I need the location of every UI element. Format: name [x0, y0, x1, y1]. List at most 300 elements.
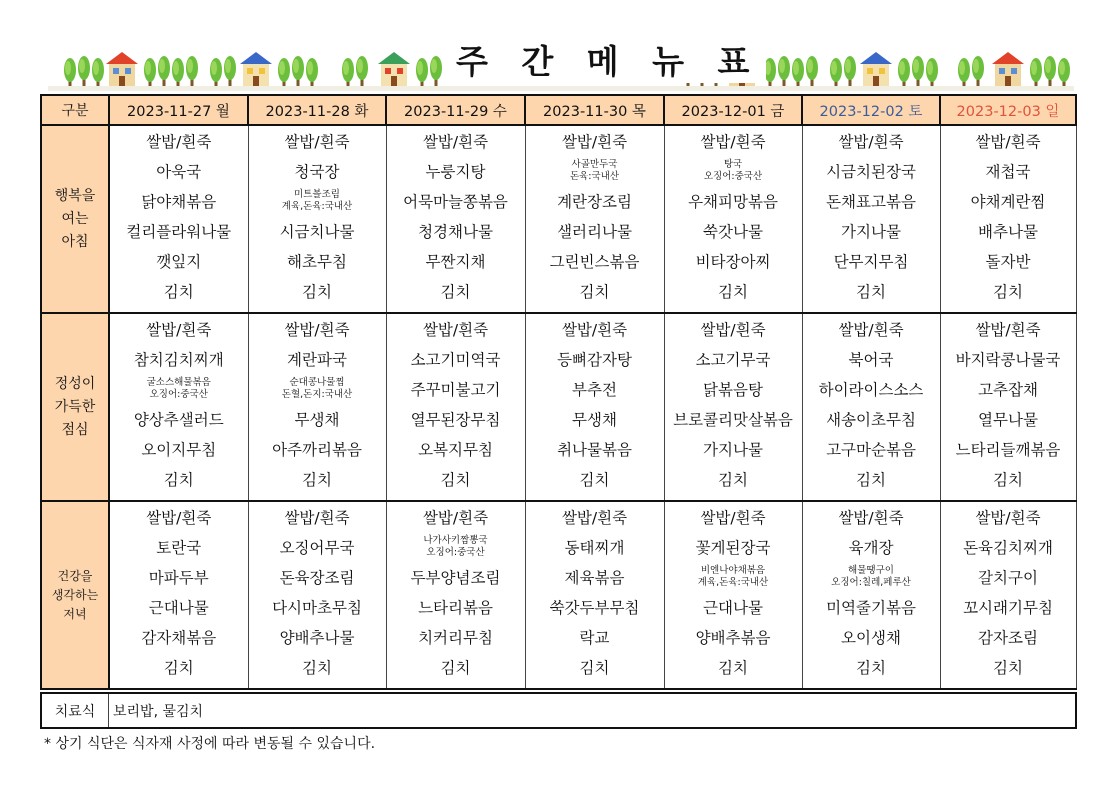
menu-item-origin: 돈육:국내산 [569, 171, 620, 182]
menu-item-name: 비타장아찌 [695, 253, 771, 271]
menu-cell [525, 313, 664, 501]
menu-item [110, 404, 248, 434]
menu-item [387, 592, 525, 622]
menu-item [526, 344, 664, 374]
menu-item [803, 592, 940, 622]
menu-item-name: 계란장조림 [557, 193, 632, 211]
menu-item-name: 무짠지채 [425, 253, 486, 271]
menu-item-name: 쌀밥/흰죽 [561, 509, 628, 527]
menu-item-name: 쌀밥/흰죽 [838, 321, 904, 339]
menu-item [665, 156, 802, 186]
menu-item-name: 쌀밥/흰죽 [146, 321, 212, 339]
menu-item-name: 닭볶음탕 [703, 381, 763, 399]
menu-item-name: 소고기무국 [695, 351, 771, 369]
menu-item [110, 434, 248, 464]
menu-cell [109, 125, 248, 313]
menu-item [387, 276, 525, 306]
menu-item [110, 246, 248, 276]
menu-item [110, 464, 248, 494]
menu-item [803, 156, 940, 186]
menu-item-name: 컬리플라워나물 [126, 223, 232, 241]
menu-item-origin: 오징어:중국산 [149, 389, 208, 400]
menu-item [387, 216, 525, 246]
therapeutic-diet-value: 보리밥, 물김치 [113, 703, 204, 720]
menu-item-origin: 오징어:칠레,페루산 [831, 577, 911, 588]
menu-item-name: 육개장 [848, 539, 894, 557]
menu-item-name: 쌀밥/흰죽 [975, 321, 1041, 339]
menu-item-name: 미트볼조림 [294, 189, 340, 200]
page-title: 주 간 메 뉴 표 [450, 36, 766, 83]
menu-item [526, 434, 664, 464]
menu-item-name: 소고기미역국 [410, 351, 501, 369]
menu-item-name: 어묵마늘쫑볶음 [403, 193, 508, 211]
menu-item [249, 622, 386, 652]
menu-item [665, 562, 802, 592]
menu-item-name: 청국장 [294, 163, 340, 181]
footnote: * 상기 식단은 식자재 사정에 따라 변동될 수 있습니다. [44, 736, 376, 752]
menu-item-name: 쑥갓나물 [703, 223, 763, 241]
menu-item [665, 502, 802, 532]
menu-item-name: 김치 [579, 283, 610, 301]
menu-item-name: 해초무침 [287, 253, 347, 271]
menu-item [249, 404, 386, 434]
menu-item-name: 누룽지탕 [425, 163, 486, 181]
menu-item [387, 652, 525, 682]
menu-item-name: 시금치된장국 [826, 163, 916, 181]
menu-item [110, 502, 248, 532]
meal-label [41, 125, 109, 313]
menu-item [803, 434, 940, 464]
menu-item [941, 622, 1076, 652]
menu-item-name: 양배추나물 [279, 629, 355, 647]
menu-item-name: 가지나물 [703, 441, 763, 459]
menu-item [249, 652, 386, 682]
menu-item [526, 216, 664, 246]
menu-item [249, 126, 386, 156]
menu-item-name: 쌀밥/흰죽 [146, 509, 212, 527]
menu-item [803, 186, 940, 216]
menu-item [526, 186, 664, 216]
menu-item [803, 622, 940, 652]
meal-label [41, 501, 109, 689]
menu-item [249, 276, 386, 306]
menu-item [526, 622, 664, 652]
menu-item-name: 쌀밥/흰죽 [975, 509, 1041, 527]
menu-item [941, 216, 1076, 246]
menu-item-origin: 오징어:중국산 [426, 547, 485, 558]
menu-cell [802, 125, 940, 313]
menu-item [249, 592, 386, 622]
meal-label-line: 점심 [61, 421, 89, 438]
menu-item [387, 186, 525, 216]
menu-item [249, 246, 386, 276]
menu-item-name: 깻잎지 [156, 253, 202, 271]
menu-cell [109, 501, 248, 689]
menu-item-name: 양배추볶음 [695, 629, 771, 647]
menu-item-name: 가지나물 [841, 223, 901, 241]
menu-item-name: 양상추샐러드 [133, 411, 224, 429]
menu-item [526, 276, 664, 306]
menu-item-name: 북어국 [848, 351, 894, 369]
menu-item-name: 근대나물 [703, 599, 763, 617]
meal-label [41, 313, 109, 501]
menu-cell [248, 501, 386, 689]
meal-label-line: 생각하는 [51, 587, 99, 602]
menu-item-name: 쌀밥/흰죽 [700, 133, 766, 151]
menu-item-name: 부추전 [572, 381, 617, 399]
menu-item [941, 652, 1076, 682]
menu-item-name: 꼬시래기무침 [963, 599, 1053, 617]
menu-item-name: 등뼈감자탕 [557, 351, 632, 369]
menu-cell [386, 313, 525, 501]
menu-item [941, 156, 1076, 186]
menu-item-name: 해물땡구이 [848, 565, 894, 576]
menu-item [110, 374, 248, 404]
menu-item [803, 344, 940, 374]
menu-item [941, 532, 1076, 562]
meal-row [41, 313, 1076, 501]
menu-item [665, 126, 802, 156]
menu-item-name: 쌀밥/흰죽 [284, 509, 350, 527]
menu-item [665, 464, 802, 494]
menu-cell [525, 501, 664, 689]
day-header: 2023-11-29 수 [386, 95, 525, 125]
menu-cell [664, 125, 802, 313]
menu-item [665, 434, 802, 464]
menu-item-name: 계란파국 [287, 351, 347, 369]
menu-item [110, 532, 248, 562]
menu-item-name: 재첩국 [985, 163, 1031, 181]
menu-cell [940, 313, 1076, 501]
menu-item [110, 126, 248, 156]
menu-item [387, 344, 525, 374]
menu-cell [802, 501, 940, 689]
menu-item [665, 592, 802, 622]
menu-item [803, 652, 940, 682]
menu-item-name: 취나물볶음 [557, 441, 632, 459]
menu-item [665, 622, 802, 652]
menu-cell [248, 313, 386, 501]
menu-item [249, 186, 386, 216]
menu-item-name: 야채계란찜 [970, 193, 1046, 211]
menu-item [249, 464, 386, 494]
menu-cell [940, 501, 1076, 689]
menu-item [526, 156, 664, 186]
menu-item-name: 느타리들깨볶음 [955, 441, 1061, 459]
menu-cell [802, 313, 940, 501]
menu-item-name: 김치 [579, 471, 610, 489]
menu-item-name: 김치 [163, 283, 194, 301]
menu-item-origin: 계육,돈육:국내산 [697, 577, 769, 588]
menu-item-name: 느타리볶음 [418, 599, 493, 617]
menu-item-name: 김치 [302, 283, 332, 301]
menu-item [387, 404, 525, 434]
menu-item-name: 쌀밥/흰죽 [838, 133, 904, 151]
menu-cell [386, 125, 525, 313]
menu-item-origin: 돈혈,돈지:국내산 [281, 389, 353, 400]
menu-item [803, 314, 940, 344]
menu-item-name: 쑥갓두부무침 [549, 599, 640, 617]
meal-label-line: 정성이 [54, 375, 96, 392]
menu-item-name: 락교 [579, 629, 610, 647]
menu-item [665, 276, 802, 306]
menu-item [387, 156, 525, 186]
weekly-menu-table [40, 94, 1077, 690]
menu-item-name: 새송이초무침 [826, 411, 916, 429]
meal-label-line: 건강을 [57, 568, 93, 583]
menu-item-name: 토란국 [156, 539, 202, 557]
menu-item-name: 그린빈스볶음 [549, 253, 640, 271]
menu-cell [525, 125, 664, 313]
menu-item [387, 126, 525, 156]
menu-item-name: 감자조림 [978, 629, 1038, 647]
menu-item-name: 김치 [718, 659, 748, 677]
menu-item-name: 나가사키짬뽕국 [423, 535, 488, 546]
menu-item [387, 622, 525, 652]
menu-item-name: 청경채나물 [418, 223, 493, 241]
menu-item-name: 참치김치찌개 [133, 351, 224, 369]
menu-item-name: 아욱국 [156, 163, 202, 181]
meal-label-line: 저녁 [63, 606, 87, 621]
menu-item [665, 344, 802, 374]
day-header: 2023-12-01 금 [664, 95, 802, 125]
menu-item-name: 다시마초무침 [272, 599, 362, 617]
menu-item-name: 비엔나야채볶음 [700, 565, 766, 576]
menu-item [665, 532, 802, 562]
menu-item-name: 김치 [163, 471, 194, 489]
menu-item-name: 우채피망볶음 [688, 193, 778, 211]
menu-item [110, 652, 248, 682]
menu-item [941, 126, 1076, 156]
menu-item-name: 쌀밥/흰죽 [422, 133, 489, 151]
menu-item [110, 156, 248, 186]
menu-cell [248, 125, 386, 313]
menu-item-name: 쌀밥/흰죽 [561, 321, 628, 339]
menu-item-name: 김치 [856, 283, 886, 301]
menu-item-name: 김치 [579, 659, 610, 677]
menu-item [526, 126, 664, 156]
menu-item [665, 652, 802, 682]
menu-item [803, 502, 940, 532]
menu-item-name: 김치 [856, 471, 886, 489]
menu-item [387, 314, 525, 344]
menu-item [941, 344, 1076, 374]
day-header: 2023-12-02 토 [802, 95, 940, 125]
menu-item [110, 344, 248, 374]
menu-item-name: 김치 [993, 283, 1023, 301]
menu-item [387, 532, 525, 562]
menu-item-name: 하이라이스소스 [818, 381, 924, 399]
menu-item-name: 꽃게된장국 [695, 539, 771, 557]
menu-item [941, 502, 1076, 532]
menu-item-name: 탕국 [723, 159, 743, 170]
menu-item [665, 216, 802, 246]
menu-item [803, 404, 940, 434]
menu-item [387, 434, 525, 464]
meal-label-line: 여는 [61, 210, 89, 227]
menu-item-name: 무생채 [572, 411, 617, 429]
menu-item-name: 시금치나물 [279, 223, 355, 241]
menu-cell [109, 313, 248, 501]
menu-item-name: 돌자반 [985, 253, 1031, 271]
therapeutic-diet-label: 치료식 [42, 694, 109, 727]
menu-item-name: 미역줄기볶음 [826, 599, 916, 617]
menu-item-name: 순대콩나물찜 [289, 377, 345, 388]
menu-item-name: 쌀밥/흰죽 [975, 133, 1041, 151]
menu-item [665, 404, 802, 434]
banner-ground [48, 86, 1074, 91]
menu-cell [664, 313, 802, 501]
menu-item [665, 186, 802, 216]
menu-item-name: 닭야채볶음 [141, 193, 217, 211]
menu-item-name: 사골만두국 [571, 159, 618, 170]
menu-item-name: 김치 [718, 283, 748, 301]
menu-cell [664, 501, 802, 689]
menu-item [249, 156, 386, 186]
menu-item-name: 두부양념조림 [410, 569, 501, 587]
menu-item [665, 246, 802, 276]
menu-item-name: 쌀밥/흰죽 [700, 321, 766, 339]
meal-label-line: 가득한 [54, 398, 96, 415]
menu-item [526, 562, 664, 592]
menu-item [526, 592, 664, 622]
menu-item-name: 쌀밥/흰죽 [700, 509, 766, 527]
menu-item-name: 열무나물 [978, 411, 1038, 429]
menu-item [941, 464, 1076, 494]
menu-item-name: 돈육장조림 [279, 569, 355, 587]
menu-item [941, 374, 1076, 404]
menu-item-name: 김치 [856, 659, 886, 677]
menu-item-name: 치커리무침 [418, 629, 493, 647]
menu-item [941, 246, 1076, 276]
menu-item [941, 404, 1076, 434]
menu-item [249, 314, 386, 344]
menu-item-name: 쌀밥/흰죽 [422, 321, 489, 339]
menu-item-name: 갈치구이 [978, 569, 1038, 587]
meal-label-line: 아침 [61, 233, 89, 250]
menu-item [526, 464, 664, 494]
menu-item [249, 502, 386, 532]
menu-item [387, 562, 525, 592]
menu-item-name: 김치 [302, 659, 332, 677]
menu-item [249, 562, 386, 592]
menu-item-name: 돈육김치찌개 [963, 539, 1053, 557]
menu-item [249, 532, 386, 562]
menu-item-name: 김치 [163, 659, 194, 677]
menu-item [526, 532, 664, 562]
menu-item [941, 314, 1076, 344]
menu-item [110, 216, 248, 246]
menu-item [941, 434, 1076, 464]
menu-item-name: 제육볶음 [564, 569, 625, 587]
menu-item [110, 314, 248, 344]
menu-item [803, 562, 940, 592]
menu-item [665, 314, 802, 344]
menu-item-name: 쌀밥/흰죽 [284, 321, 350, 339]
menu-item-name: 쌀밥/흰죽 [422, 509, 489, 527]
menu-cell [386, 501, 525, 689]
menu-item-name: 쌀밥/흰죽 [561, 133, 628, 151]
menu-item [803, 216, 940, 246]
menu-item [941, 186, 1076, 216]
menu-item-name: 브로콜리맛살볶음 [673, 411, 793, 429]
menu-item [941, 592, 1076, 622]
menu-item [803, 374, 940, 404]
menu-item-name: 아주까리볶음 [272, 441, 362, 459]
menu-item [526, 374, 664, 404]
therapeutic-diet-row [40, 692, 1077, 729]
menu-item-name: 주꾸미불고기 [410, 381, 501, 399]
menu-item-name: 오징어무국 [279, 539, 355, 557]
header-row [41, 95, 1076, 125]
menu-item-name: 바지락콩나물국 [955, 351, 1061, 369]
menu-item [803, 276, 940, 306]
menu-item-name: 김치 [440, 283, 471, 301]
meal-row [41, 125, 1076, 313]
menu-item [110, 622, 248, 652]
menu-item-name: 무생채 [294, 411, 340, 429]
menu-item-name: 열무된장무침 [410, 411, 501, 429]
menu-item [803, 126, 940, 156]
meal-row [41, 501, 1076, 689]
menu-item-name: 고추잡채 [978, 381, 1038, 399]
menu-item-name: 오이지무침 [141, 441, 217, 459]
menu-item-name: 쌀밥/흰죽 [284, 133, 350, 151]
menu-cell [940, 125, 1076, 313]
menu-item [387, 502, 525, 532]
menu-item [803, 464, 940, 494]
menu-item-name: 배추나물 [978, 223, 1038, 241]
menu-item [941, 562, 1076, 592]
menu-item [526, 246, 664, 276]
menu-item [387, 246, 525, 276]
menu-item-name: 단무지무침 [833, 253, 909, 271]
menu-item [526, 502, 664, 532]
menu-item-name: 김치 [993, 659, 1023, 677]
menu-item [387, 374, 525, 404]
meal-label-line: 행복을 [54, 187, 96, 204]
menu-item [249, 216, 386, 246]
menu-item-name: 김치 [440, 659, 471, 677]
menu-item [526, 652, 664, 682]
day-header: 2023-12-03 일 [940, 95, 1076, 125]
menu-item [110, 186, 248, 216]
menu-item [249, 434, 386, 464]
menu-item-name: 김치 [440, 471, 471, 489]
menu-item [110, 562, 248, 592]
menu-item [249, 374, 386, 404]
menu-item [110, 276, 248, 306]
menu-item [249, 344, 386, 374]
menu-item-name: 쌀밥/흰죽 [838, 509, 904, 527]
day-header: 2023-11-28 화 [248, 95, 386, 125]
menu-item-origin: 계육,돈육:국내산 [281, 201, 353, 212]
menu-item [526, 404, 664, 434]
day-header: 2023-11-30 목 [525, 95, 664, 125]
day-header: 2023-11-27 월 [109, 95, 248, 125]
menu-item [387, 464, 525, 494]
menu-item-name: 감자채볶음 [141, 629, 217, 647]
menu-item-name: 굴소스해물볶음 [146, 377, 211, 388]
menu-item-name: 김치 [718, 471, 748, 489]
menu-item-name: 돈채표고볶음 [826, 193, 916, 211]
menu-item [803, 532, 940, 562]
menu-item-name: 오복지무침 [418, 441, 493, 459]
menu-item-name: 오이생채 [841, 629, 901, 647]
menu-item-name: 마파두부 [148, 569, 209, 587]
menu-item-name: 고구마순볶음 [826, 441, 916, 459]
menu-item-origin: 오징어:중국산 [703, 171, 763, 182]
